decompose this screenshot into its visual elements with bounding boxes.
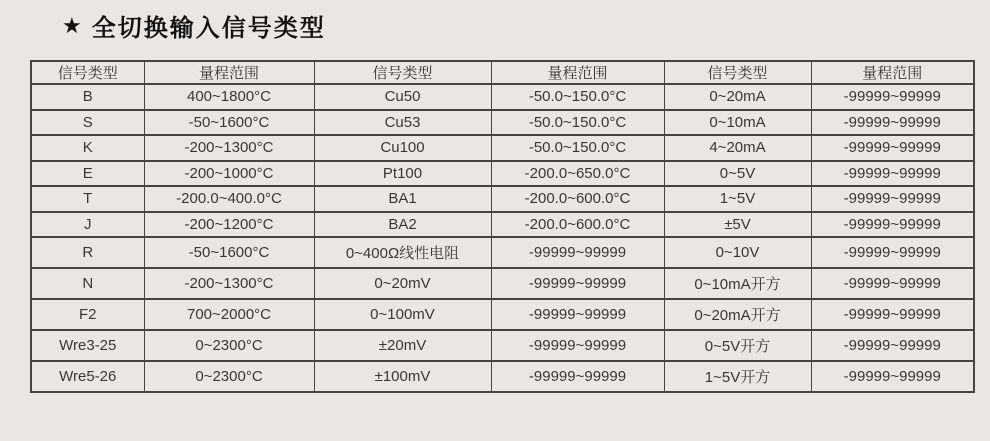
table-row (31, 361, 974, 392)
table-cell: -99999~99999 (811, 186, 974, 212)
table-cell: -99999~99999 (811, 237, 974, 268)
table-cell: Wre3-25 (31, 330, 144, 361)
table-cell: 0~10mA开方 (664, 268, 811, 299)
table-cell: E (31, 161, 144, 187)
table-cell: -200.0~600.0°C (491, 212, 664, 238)
table-cell: -50.0~150.0°C (491, 84, 664, 110)
table-row (31, 110, 974, 136)
table-cell: 0~2300°C (144, 361, 314, 392)
table-cell: -50.0~150.0°C (491, 110, 664, 136)
table-row (31, 330, 974, 361)
table-cell: 4~20mA (664, 135, 811, 161)
table-cell: Wre5-26 (31, 361, 144, 392)
column-header: 信号类型 (664, 61, 811, 84)
table-cell: ±20mV (314, 330, 491, 361)
page-title (62, 8, 326, 43)
table-cell: -99999~99999 (491, 268, 664, 299)
table-row (31, 135, 974, 161)
table-row (31, 299, 974, 330)
table-cell: -99999~99999 (811, 361, 974, 392)
table-cell: 400~1800°C (144, 84, 314, 110)
table-cell: 0~20mA开方 (664, 299, 811, 330)
table-cell: 0~5V开方 (664, 330, 811, 361)
column-header: 量程范围 (491, 61, 664, 84)
table-cell: -200~1300°C (144, 268, 314, 299)
table-cell: Pt100 (314, 161, 491, 187)
table-cell: 0~20mA (664, 84, 811, 110)
table-cell: -99999~99999 (811, 135, 974, 161)
table-cell: ±100mV (314, 361, 491, 392)
column-header: 信号类型 (314, 61, 491, 84)
table-row (31, 84, 974, 110)
table-cell: Cu53 (314, 110, 491, 136)
table-row (31, 237, 974, 268)
table-cell: BA1 (314, 186, 491, 212)
table-row (31, 186, 974, 212)
table-cell: 0~100mV (314, 299, 491, 330)
table-cell: -50~1600°C (144, 237, 314, 268)
table-row (31, 212, 974, 238)
table-cell: ±5V (664, 212, 811, 238)
table-cell: -99999~99999 (811, 161, 974, 187)
table-cell: 700~2000°C (144, 299, 314, 330)
table-cell: K (31, 135, 144, 161)
table-cell: 1~5V (664, 186, 811, 212)
table-cell: B (31, 84, 144, 110)
page-title-text: 全切换输入信号类型 (91, 15, 326, 42)
table-row (31, 268, 974, 299)
table-cell: T (31, 186, 144, 212)
table-cell: -200.0~600.0°C (491, 186, 664, 212)
table-cell: Cu50 (314, 84, 491, 110)
table-cell: N (31, 268, 144, 299)
table-cell: -99999~99999 (811, 299, 974, 330)
table-cell: -99999~99999 (491, 330, 664, 361)
table-cell: 1~5V开方 (664, 361, 811, 392)
table-row (31, 161, 974, 187)
table-cell: 0~400Ω线性电阻 (314, 237, 491, 268)
table-cell: -99999~99999 (491, 299, 664, 330)
table-cell: J (31, 212, 144, 238)
table-cell: -99999~99999 (811, 84, 974, 110)
table-header-row (31, 61, 974, 84)
signal-type-range-table (30, 60, 975, 393)
star-icon: ★ (62, 12, 82, 38)
table-cell: -50~1600°C (144, 110, 314, 136)
table-cell: -99999~99999 (491, 237, 664, 268)
table-cell: -200~1000°C (144, 161, 314, 187)
table-cell: -200~1200°C (144, 212, 314, 238)
column-header: 信号类型 (31, 61, 144, 84)
table-cell: -200~1300°C (144, 135, 314, 161)
table-cell: 0~5V (664, 161, 811, 187)
table-cell: -200.0~400.0°C (144, 186, 314, 212)
table-cell: BA2 (314, 212, 491, 238)
table-cell: 0~10mA (664, 110, 811, 136)
table-cell: -50.0~150.0°C (491, 135, 664, 161)
table-cell: -99999~99999 (491, 361, 664, 392)
table-body (31, 84, 974, 392)
table-cell: -99999~99999 (811, 212, 974, 238)
table-cell: F2 (31, 299, 144, 330)
table-cell: R (31, 237, 144, 268)
column-header: 量程范围 (144, 61, 314, 84)
column-header: 量程范围 (811, 61, 974, 84)
table-cell: 0~10V (664, 237, 811, 268)
table-cell: -99999~99999 (811, 110, 974, 136)
table-cell: Cu100 (314, 135, 491, 161)
table-cell: S (31, 110, 144, 136)
table-cell: 0~20mV (314, 268, 491, 299)
table-cell: 0~2300°C (144, 330, 314, 361)
table-cell: -99999~99999 (811, 268, 974, 299)
table-cell: -200.0~650.0°C (491, 161, 664, 187)
table-cell: -99999~99999 (811, 330, 974, 361)
